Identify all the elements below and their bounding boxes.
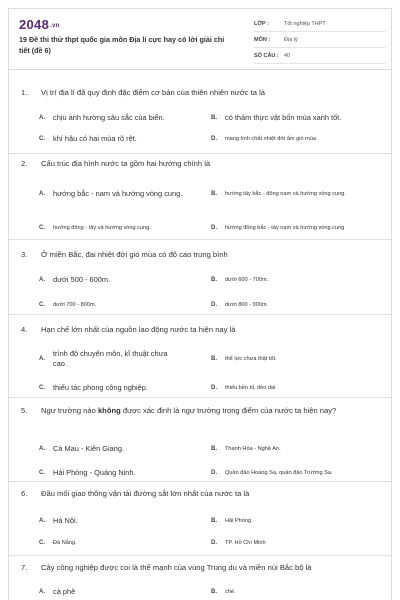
option-text: thiếu bền bỉ, dẻo dai (225, 385, 276, 391)
option-a[interactable] (39, 272, 204, 288)
option-letter: B. (211, 518, 217, 524)
option-text: trình độ chuyên môn, kĩ thuật chưa cao. (53, 349, 168, 368)
meta-key: SỐ CÂU : (254, 52, 279, 59)
question-text (21, 324, 381, 336)
option-text: cà phê (53, 587, 76, 596)
option-letter: C. (39, 470, 45, 476)
question-7 (9, 555, 392, 600)
option-b[interactable] (211, 181, 389, 207)
option-text: hướng đông bắc - tây nam và hướng vòng cung (225, 225, 345, 231)
option-letter: B. (211, 191, 217, 197)
meta-value: Địa lý (284, 36, 298, 43)
option-text: Đà Nẵng. (53, 540, 77, 546)
question-number: 6. (21, 489, 28, 498)
question-stem: Ở miền Bắc, đai nhiệt đới gió mùa có độ cao trung bình (41, 250, 228, 259)
option-d[interactable] (211, 465, 389, 481)
option-text: có thảm thực vật bốn mùa xanh tốt. (225, 113, 342, 122)
option-d[interactable] (211, 131, 389, 147)
option-letter: B. (211, 356, 217, 362)
question-number: 3. (21, 250, 28, 259)
option-letter: D. (211, 136, 217, 142)
option-letter: C. (39, 136, 45, 142)
option-a[interactable] (39, 584, 204, 600)
meta-value: 40 (284, 52, 291, 59)
option-b[interactable] (211, 351, 389, 367)
question-1 (9, 77, 392, 159)
option-text: hướng bắc - nam và hướng vòng cung. (53, 189, 183, 198)
document-title: 19 Đề thi thử thpt quốc gia môn Địa lí cực hay có lời giải chi tiết (đề 6) (19, 35, 225, 55)
meta-key: LỚP : (254, 20, 269, 27)
question-stem: Hạn chế lớn nhất của nguồn lao động nước ta hiện nay là (41, 325, 236, 334)
meta-row-count (254, 48, 386, 64)
option-b[interactable] (211, 272, 389, 288)
question-text (21, 405, 381, 417)
option-letter: D. (211, 540, 217, 546)
option-letter: C. (39, 225, 45, 231)
question-emphasis: không (97, 406, 121, 415)
option-d[interactable] (211, 380, 389, 396)
site-logo[interactable] (19, 17, 60, 32)
option-text: Hà Nội. (53, 516, 78, 525)
option-a[interactable] (39, 181, 204, 207)
option-c[interactable] (39, 465, 204, 481)
option-a[interactable] (39, 346, 204, 372)
question-text (21, 87, 381, 99)
option-text: hướng tây bắc - đông nam và hướng vòng cung. (225, 191, 346, 197)
document-page (8, 8, 392, 600)
option-c[interactable] (39, 535, 204, 551)
option-a[interactable] (39, 513, 204, 529)
question-number: 7. (21, 563, 28, 572)
meta-row-grade (254, 16, 386, 32)
question-5 (9, 397, 392, 487)
question-stem-end: được xác định là ngư trường trọng điểm của nước ta hiện nay? (120, 406, 337, 415)
option-letter: C. (39, 385, 45, 391)
question-text (21, 488, 381, 500)
question-text (21, 562, 381, 574)
question-number: 5. (21, 406, 28, 415)
option-letter: D. (211, 470, 217, 476)
question-3 (9, 239, 392, 319)
question-stem: Cây công nghiệp được coi là thế mạnh của vùng Trung du và miền núi Bắc bộ là (41, 563, 312, 572)
option-letter: A. (39, 356, 45, 362)
option-letter: D. (211, 385, 217, 391)
option-letter: B. (211, 277, 217, 283)
option-text: Cà Mau - Kiên Giang. (53, 444, 125, 453)
option-c[interactable] (39, 215, 204, 241)
option-letter: B. (211, 589, 217, 595)
option-letter: C. (39, 540, 45, 546)
header-divider (9, 69, 392, 70)
option-b[interactable] (211, 441, 389, 457)
logo-text: 2048 (19, 17, 50, 32)
option-text: dưới 700 - 800m. (53, 302, 97, 308)
option-text: Thanh Hóa - Nghệ An. (225, 446, 281, 452)
question-stem (41, 405, 381, 417)
option-text: Hải Phòng. (225, 518, 253, 524)
option-b[interactable] (211, 513, 389, 529)
option-text: thiếu tác phong công nghiệp. (53, 383, 148, 392)
option-text: chè. (225, 589, 236, 595)
document-meta (254, 16, 386, 64)
question-number: 4. (21, 325, 28, 334)
question-6 (9, 481, 392, 553)
option-text: mang tính chất nhiệt đới ẩm gió mùa (225, 136, 317, 142)
option-letter: A. (39, 518, 45, 524)
document-header (9, 9, 392, 67)
option-text: Hải Phòng - Quảng Ninh. (53, 468, 136, 477)
option-b[interactable] (211, 110, 389, 126)
option-letter: B. (211, 115, 217, 121)
option-a[interactable] (39, 441, 204, 457)
option-letter: D. (211, 225, 217, 231)
question-text (21, 158, 381, 170)
option-text: dưới 600 - 700m. (225, 277, 269, 283)
option-c[interactable] (39, 297, 204, 313)
question-number: 1. (21, 88, 28, 97)
option-a[interactable] (39, 110, 204, 126)
option-letter: A. (39, 191, 45, 197)
option-letter: A. (39, 446, 45, 452)
option-c[interactable] (39, 131, 204, 147)
option-text: dưới 800 - 900m (225, 302, 267, 308)
option-text: TP. Hồ Chí Minh (225, 540, 266, 546)
option-letter: A. (39, 277, 45, 283)
question-text (21, 249, 381, 261)
option-letter: A. (39, 115, 45, 121)
option-letter: C. (39, 302, 45, 308)
option-text: Quần đảo Hoàng Sa, quần đảo Trường Sa. (225, 470, 333, 476)
option-text: hướng đông - tây và hướng vòng cung. (53, 225, 151, 231)
question-number: 2. (21, 159, 28, 168)
question-4 (9, 314, 392, 404)
option-d[interactable] (211, 297, 389, 313)
question-stem: Cấu trúc địa hình nước ta gồm hai hướng chính là (41, 159, 211, 168)
logo-suffix: .vn (50, 22, 60, 29)
question-stem: Vị trí địa lí đã quy định đặc điểm cơ bản của thiên nhiên nước ta là (41, 88, 266, 97)
option-text: thể lực chưa thật tốt. (225, 356, 277, 362)
question-stem-start: Ngư trường nào (41, 406, 98, 415)
option-d[interactable] (211, 215, 389, 241)
option-d[interactable] (211, 535, 389, 551)
option-b[interactable] (211, 584, 389, 600)
meta-row-subject (254, 32, 386, 48)
option-text: dưới 500 - 600m. (53, 275, 111, 284)
option-c[interactable] (39, 380, 204, 396)
option-letter: A. (39, 589, 45, 595)
option-letter: B. (211, 446, 217, 452)
meta-value: Tốt nghiệp THPT (284, 20, 326, 27)
option-text: chịu ảnh hưởng sâu sắc của biển. (53, 113, 165, 122)
meta-key: MÔN : (254, 36, 271, 43)
question-stem: Đầu mối giao thông vận tải đường sắt lớn nhất của nước ta là (41, 489, 250, 498)
question-2 (9, 153, 392, 249)
option-text: khí hậu có hai mùa rõ rệt. (53, 134, 137, 143)
option-letter: D. (211, 302, 217, 308)
